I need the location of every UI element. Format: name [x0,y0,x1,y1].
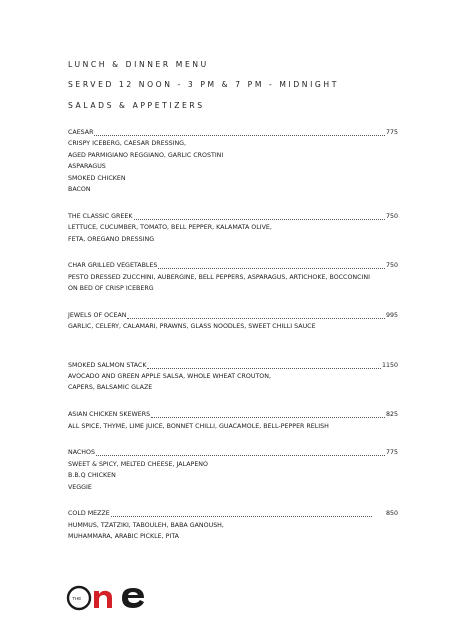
item-description: LETTUCE, CUCUMBER, TOMATO, BELL PEPPER, KALAMATA OLIVE, [68,224,272,232]
item-name: COLD MEZZE [68,510,110,518]
logo-n-glyph [94,591,112,608]
dot-leader [134,219,385,220]
item-description: PESTO DRESSED ZUCCHINI, AUBERGINE, BELL PEPPERS, ASPARAGUS, ARTICHOKE, BOCCONCINI [68,273,370,281]
item-description: ALL SPICE, THYME, LIME JUICE, BONNET CHILLI, GUACAMOLE, BELL-PEPPER RELISH [68,422,329,430]
served-hours: SERVED 12 NOON - 3 PM & 7 PM - MIDNIGHT [68,80,339,89]
menu-item-classic-greek [68,211,398,245]
item-option: VEGGIE [68,483,92,491]
dot-leader [111,516,372,517]
item-price: 995 [385,312,398,320]
item-option: B.B.Q CHICKEN [68,472,116,480]
dot-leader [151,417,385,418]
the-one-logo [64,582,156,614]
item-description: SWEET & SPICY, MELTED CHEESE, JALAPENO [68,460,208,468]
item-option: SMOKED CHICKEN [68,174,126,182]
item-description: ON BED OF CRISP ICEBERG [68,285,154,293]
menu-item-jewels-of-ocean [68,310,398,333]
menu-items-list [68,127,398,558]
item-price: 750 [385,212,398,220]
menu-item-asian-chicken-skewers [68,409,398,432]
item-description: AVOCADO AND GREEN APPLE SALSA, WHOLE WHEAT CROUTON, [68,373,271,381]
item-description: CAPERS, BALSAMIC GLAZE [68,384,153,392]
item-price: 850 [385,510,398,518]
item-description: HUMMUS, TZATZIKI, TABOULEH, BABA GANOUSH, [68,521,224,529]
item-description: GARLIC, CELERY, CALAMARI, PRAWNS, GLASS NOODLES, SWEET CHILLI SAUCE [68,323,316,331]
item-name: THE CLASSIC GREEK [68,212,133,220]
menu-item-nachos [68,447,398,493]
menu-item-caesar [68,127,398,195]
dot-leader [127,318,384,319]
dot-leader [96,455,385,456]
item-description: CRISPY ICEBERG, CAESAR DRESSING, [68,140,187,148]
menu-item-cold-mezze [68,508,398,542]
item-price: 1150 [381,361,398,369]
item-description: MUHAMMARA, ARABIC PICKLE, PITA [68,533,179,541]
item-description: AGED PARMIGIANO REGGIANO, GARLIC CROSTINI [68,151,224,159]
dot-leader [94,135,384,136]
item-price: 775 [385,449,398,457]
dot-leader [147,368,381,369]
item-price: 750 [385,262,398,270]
section-heading: SALADS & APPETIZERS [68,101,205,110]
item-option: BACON [68,186,91,194]
item-price: 825 [385,411,398,419]
item-name: JEWELS OF OCEAN [68,312,127,320]
menu-item-char-grilled-vegetables [68,260,398,294]
dot-leader [158,268,385,269]
item-description: FETA, OREGANO DRESSING [68,235,155,243]
logo-e-glyph [122,588,144,608]
logo-small-text: THE [72,596,82,602]
item-name: NACHOS [68,449,95,457]
item-name: SMOKED SALMON STACK [68,361,147,369]
item-price: 775 [385,129,398,136]
item-name: ASIAN CHICKEN SKEWERS [68,411,151,419]
item-name: CAESAR [68,129,94,136]
menu-title: LUNCH & DINNER MENU [68,60,209,69]
item-name: CHAR GRILLED VEGETABLES [68,262,158,270]
menu-item-smoked-salmon-stack [68,360,398,394]
item-option: ASPARAGUS [68,163,106,171]
